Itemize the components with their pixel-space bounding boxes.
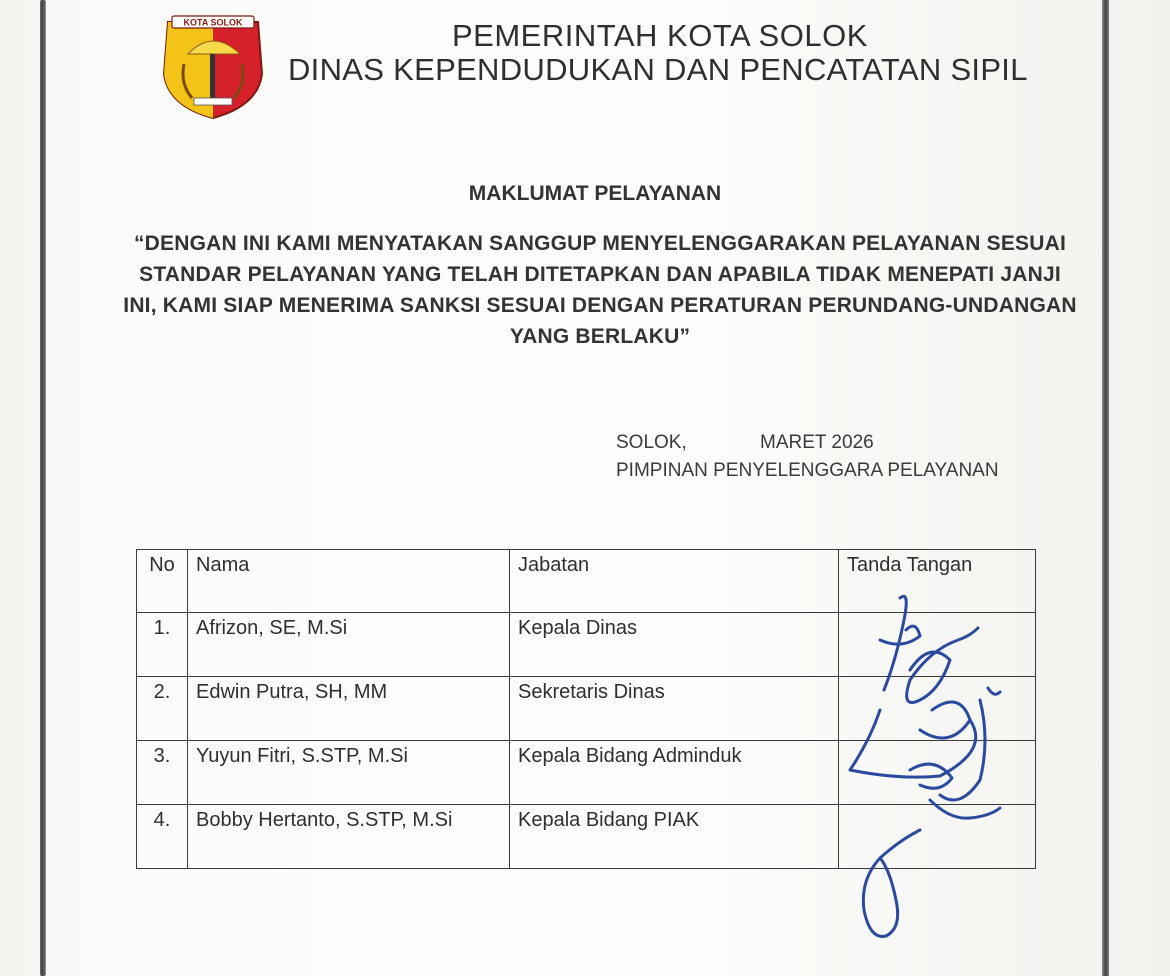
officials-table (136, 549, 1036, 869)
service-statement: “DENGAN INI KAMI MENYATAKAN SANGGUP MENYELENGGARAKAN PELAYANAN SESUAI STANDAR PELAYANAN YANG TELAH DITETAPKAN DAN APABILA TIDAK MENEPATI JANJI INI, KAMI SIAP MENERIMA SANKSI SESUAI DENGAN PERATURAN PERUNDANG-UNDANGAN YANG BERLAKU” (123, 232, 1077, 348)
row-no: 1. (137, 613, 188, 677)
header-agency: DINAS KEPENDUDUKAN DAN PENCATATAN SIPIL (288, 52, 1028, 87)
header-tanda-tangan: Tanda Tangan (839, 550, 1036, 613)
place: SOLOK, (616, 432, 687, 453)
row-no: 4. (137, 805, 188, 869)
row-signature-cell (839, 677, 1036, 741)
row-jabatan: Kepala Bidang Adminduk (510, 741, 839, 805)
row-no: 3. (137, 741, 188, 805)
row-nama: Edwin Putra, SH, MM (188, 677, 510, 741)
row-jabatan: Sekretaris Dinas (510, 677, 839, 741)
row-jabatan: Kepala Dinas (510, 613, 839, 677)
table-row (137, 805, 1036, 869)
row-signature-cell (839, 613, 1036, 677)
document-title: MAKLUMAT PELAYANAN (468, 182, 722, 205)
month-year: MARET 2026 (760, 432, 874, 453)
row-signature-cell (839, 805, 1036, 869)
table-row (137, 677, 1036, 741)
table-header-row (137, 550, 1036, 613)
kota-solok-logo (158, 14, 268, 122)
table-row (137, 741, 1036, 805)
header-no: No (137, 550, 188, 613)
row-nama: Afrizon, SE, M.Si (188, 613, 510, 677)
row-no: 2. (137, 677, 188, 741)
page-edge-right (1102, 0, 1109, 976)
header-government: PEMERINTAH KOTA SOLOK (452, 18, 868, 53)
row-nama: Bobby Hertanto, S.STP, M.Si (188, 805, 510, 869)
table-row (137, 613, 1036, 677)
place-date (616, 432, 874, 454)
logo-text: KOTA SOLOK (183, 17, 243, 28)
header-nama: Nama (188, 550, 510, 613)
row-jabatan: Kepala Bidang PIAK (510, 805, 839, 869)
leader-title: PIMPINAN PENYELENGGARA PELAYANAN (616, 460, 999, 481)
page-edge-left (40, 0, 46, 976)
row-signature-cell (839, 741, 1036, 805)
row-nama: Yuyun Fitri, S.STP, M.Si (188, 741, 510, 805)
header-jabatan: Jabatan (510, 550, 839, 613)
